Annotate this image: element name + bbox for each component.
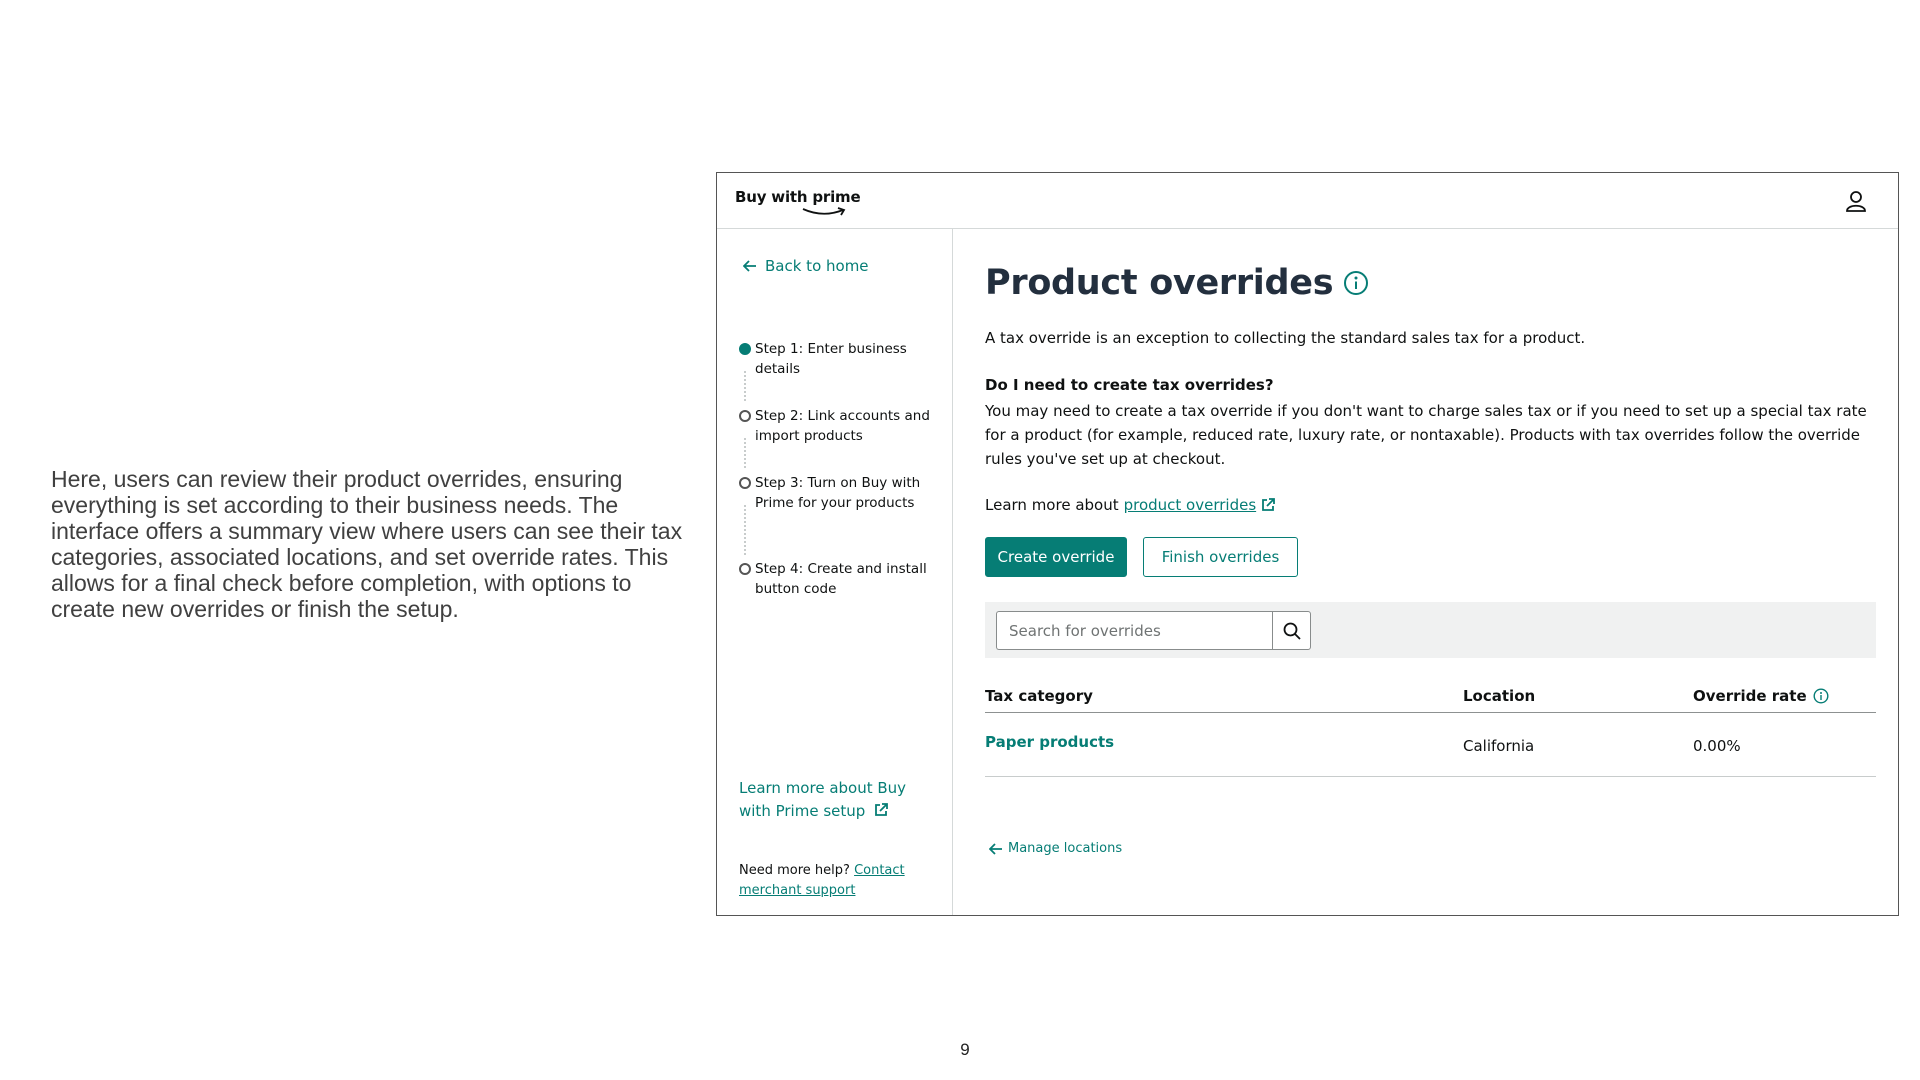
header-override-rate (1693, 687, 1829, 705)
learn-more-setup-label: Learn more about Buy with Prime setup (739, 779, 907, 820)
header-location[interactable]: Location (1463, 687, 1536, 705)
arrow-left-icon (743, 260, 757, 272)
manage-locations-label: Manage locations (1008, 841, 1123, 856)
slide-caption: Here, users can review their product overrides, ensuring everything is set according to their business needs. The interface offers a summary view where users can see their tax categories, associated locations, and set override rates. This allows for a final check before completion, with options to create new overrides or finish the setup. (51, 466, 683, 622)
info-icon[interactable] (1813, 688, 1829, 704)
back-to-home-label: Back to home (765, 257, 869, 275)
step-1[interactable] (739, 339, 939, 379)
manage-locations-link[interactable] (989, 841, 1122, 856)
logo-text: Buy with prime (735, 188, 861, 206)
arrow-left-icon (989, 843, 1003, 855)
page-number: 9 (960, 1040, 970, 1059)
learn-more-prefix: Learn more about (985, 496, 1119, 514)
question-body: You may need to create a tax override if you don't want to charge sales tax or if you need to set up a special tax rate for a product (for example, reduced rate, luxury rate, or nontaxable). Products with tax overrides follow the override rules you've set up at checkout. (985, 402, 1867, 468)
sidebar (717, 229, 953, 915)
back-to-home-link[interactable] (743, 257, 869, 275)
search-bar (985, 602, 1876, 658)
help-text (739, 861, 929, 901)
top-bar (717, 173, 1898, 229)
title-row (985, 263, 1369, 303)
contact-support-link[interactable]: Contact merchant support (739, 863, 905, 898)
create-override-button[interactable]: Create override (985, 537, 1127, 577)
step-active-icon (739, 343, 751, 355)
location-cell: California (1463, 737, 1535, 755)
override-rate-label: Override rate (1693, 687, 1807, 705)
buy-with-prime-logo[interactable] (735, 187, 860, 206)
info-icon[interactable] (1343, 270, 1369, 296)
step-3[interactable] (739, 473, 939, 513)
overrides-table (985, 681, 1876, 777)
step-4[interactable] (739, 559, 939, 599)
step-label: Step 1: Enter business details (755, 341, 907, 377)
step-2[interactable] (739, 406, 939, 446)
page-title: Product overrides (985, 263, 1334, 303)
table-row (985, 713, 1876, 777)
step-pending-icon (739, 563, 751, 575)
search-icon (1283, 622, 1301, 640)
product-overrides-link[interactable]: product overrides (1123, 496, 1257, 514)
header-tax-category[interactable]: Tax category (985, 687, 1093, 705)
step-label: Step 3: Turn on Buy with Prime for your products (755, 475, 921, 511)
smile-arrow-icon (801, 206, 847, 218)
tax-category-link[interactable]: Paper products (985, 733, 1115, 751)
table-header (985, 681, 1876, 713)
user-icon[interactable] (1844, 189, 1868, 213)
learn-more-setup-link[interactable] (739, 777, 919, 823)
learn-more-row (985, 496, 1275, 514)
external-link-icon (1261, 498, 1275, 512)
main-content (985, 229, 1868, 915)
step-label: Step 2: Link accounts and import products (755, 408, 930, 444)
step-pending-icon (739, 477, 751, 489)
external-link-icon (874, 803, 888, 817)
question-heading: Do I need to create tax overrides? (985, 376, 1274, 394)
app-window (716, 172, 1899, 916)
help-prefix: Need more help? (739, 863, 850, 878)
search-input[interactable] (996, 611, 1272, 650)
search-button[interactable] (1272, 611, 1311, 650)
intro-text: A tax override is an exception to collecting the standard sales tax for a product. (985, 329, 1586, 347)
step-label: Step 4: Create and install button code (755, 561, 927, 597)
step-pending-icon (739, 410, 751, 422)
finish-overrides-button[interactable]: Finish overrides (1143, 537, 1298, 577)
override-rate-cell: 0.00% (1693, 737, 1741, 755)
